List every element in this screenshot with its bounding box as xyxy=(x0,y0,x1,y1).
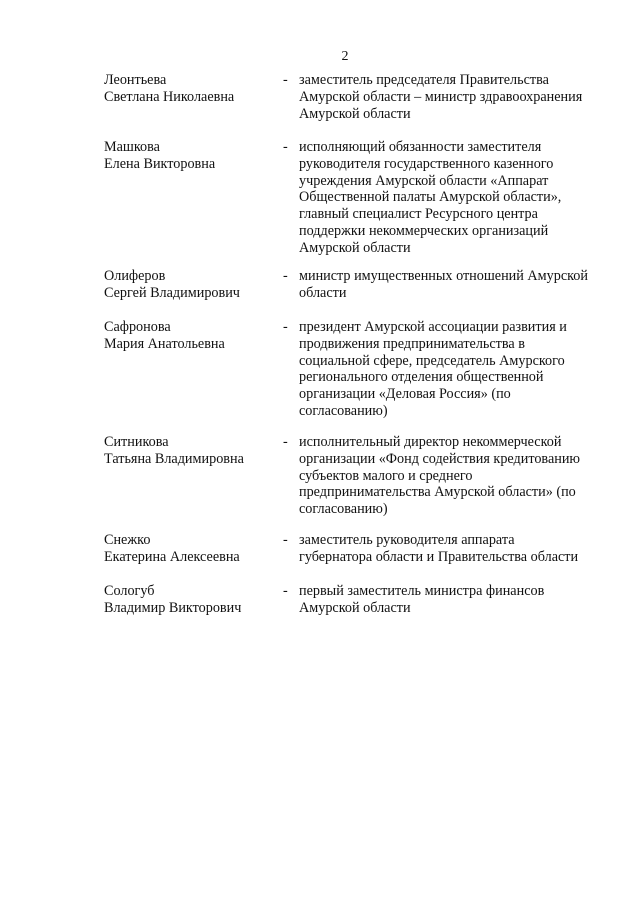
separator-dash: - xyxy=(283,434,288,450)
member-given-names: Владимир Викторович xyxy=(104,599,242,616)
position-line: социальной сфере, председатель Амурского xyxy=(299,352,565,369)
member-position xyxy=(299,319,599,420)
member-position xyxy=(299,434,599,518)
member-name xyxy=(104,583,284,617)
member-given-names: Екатерина Алексеевна xyxy=(104,548,240,565)
member-given-names: Мария Анатольевна xyxy=(104,335,225,352)
position-line: первый заместитель министра финансов xyxy=(299,583,545,599)
member-name xyxy=(104,268,284,302)
member-position xyxy=(299,583,599,617)
position-line: продвижения предпринимательства в xyxy=(299,335,525,352)
member-given-names: Татьяна Владимировна xyxy=(104,450,244,467)
position-line: Амурской области xyxy=(299,239,411,256)
member-surname: Машкова xyxy=(104,139,160,155)
member-given-names: Елена Викторовна xyxy=(104,155,216,172)
member-surname: Сафронова xyxy=(104,319,171,335)
separator-dash: - xyxy=(283,583,288,599)
member-surname: Сологуб xyxy=(104,583,155,599)
member-position xyxy=(299,268,599,302)
position-line: заместитель председателя Правительства xyxy=(299,72,549,88)
position-line: Амурской области xyxy=(299,105,411,122)
position-line: Амурской области xyxy=(299,599,411,616)
separator-dash: - xyxy=(283,319,288,335)
position-line: субъектов малого и среднего xyxy=(299,467,473,484)
position-line: руководителя государственного казенного xyxy=(299,155,554,172)
page-number: 2 xyxy=(341,49,349,64)
position-line: организации «Фонд содействия кредитованию xyxy=(299,450,581,467)
position-line: исполняющий обязанности заместителя xyxy=(299,139,542,155)
separator-dash: - xyxy=(283,72,288,88)
member-surname: Снежко xyxy=(104,532,151,548)
member-surname: Олиферов xyxy=(104,268,166,284)
position-line: области xyxy=(299,284,347,301)
position-line: согласованию) xyxy=(299,402,388,419)
member-position xyxy=(299,72,599,122)
position-line: Амурской области – министр здравоохранения xyxy=(299,88,583,105)
position-line: предпринимательства Амурской области» (по xyxy=(299,484,576,501)
position-line: Общественной палаты Амурской области», xyxy=(299,189,562,206)
member-position xyxy=(299,139,599,257)
member-surname: Ситникова xyxy=(104,434,169,450)
member-name xyxy=(104,72,284,106)
position-line: губернатора области и Правительства области xyxy=(299,548,579,565)
member-name xyxy=(104,434,284,468)
member-surname: Леонтьева xyxy=(104,72,167,88)
member-name xyxy=(104,139,284,173)
member-name xyxy=(104,319,284,353)
member-given-names: Светлана Николаевна xyxy=(104,88,235,105)
position-line: регионального отделения общественной xyxy=(299,369,544,386)
position-line: согласованию) xyxy=(299,501,388,518)
position-line: главный специалист Ресурсного центра xyxy=(299,206,538,223)
separator-dash: - xyxy=(283,268,288,284)
position-line: учреждения Амурской области «Аппарат xyxy=(299,172,549,189)
position-line: заместитель руководителя аппарата xyxy=(299,532,515,548)
separator-dash: - xyxy=(283,532,288,548)
position-line: президент Амурской ассоциации развития и xyxy=(299,319,567,335)
position-line: министр имущественных отношений Амурской xyxy=(299,268,588,284)
member-name xyxy=(104,532,284,566)
position-line: организации «Деловая Россия» (по xyxy=(299,386,511,403)
member-position xyxy=(299,532,599,566)
position-line: исполнительный директор некоммерческой xyxy=(299,434,562,450)
separator-dash: - xyxy=(283,139,288,155)
member-given-names: Сергей Владимирович xyxy=(104,284,240,301)
position-line: поддержки некоммерческих организаций xyxy=(299,222,549,239)
